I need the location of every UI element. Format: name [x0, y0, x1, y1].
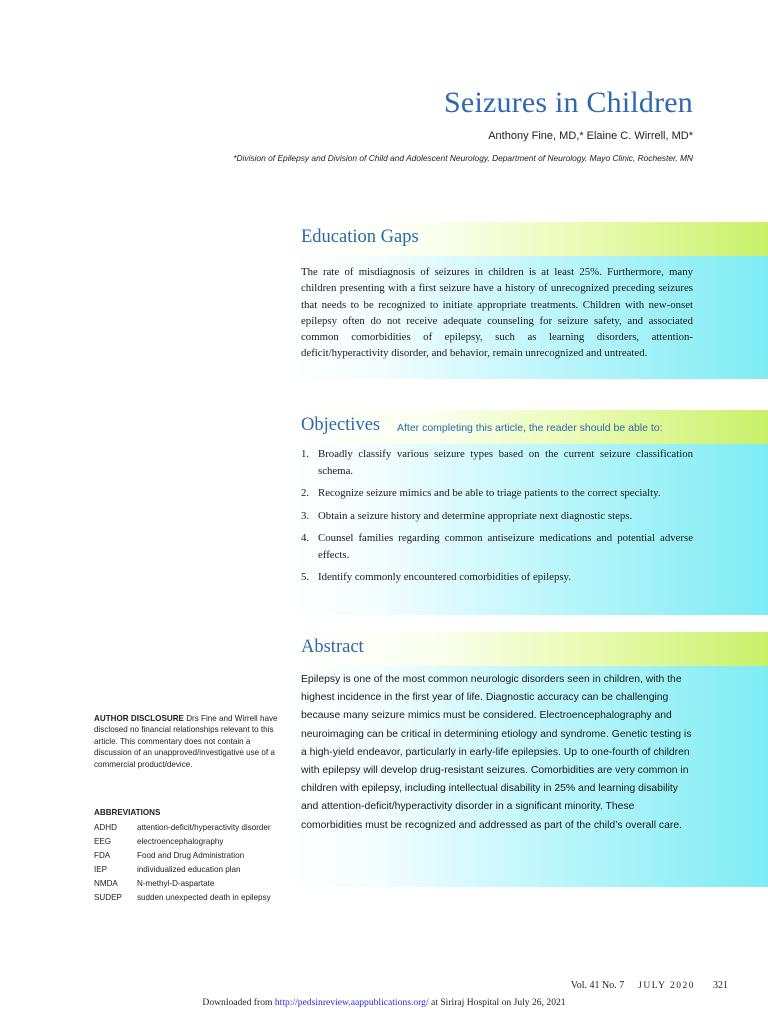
objective-number: 4.	[301, 532, 310, 544]
abstract-header	[287, 632, 768, 666]
abbreviation-row	[94, 835, 294, 849]
abbreviation-definition: Food and Drug Administration	[137, 851, 245, 860]
abstract-body	[287, 666, 768, 887]
abbreviation-row	[94, 863, 294, 877]
abbreviation-definition: individualized education plan	[137, 865, 241, 874]
article-title: Seizures in Children	[444, 86, 693, 119]
abbreviation-term: IEP	[94, 865, 108, 874]
abbreviation-row	[94, 821, 294, 835]
abbreviation-row	[94, 891, 294, 905]
education-gaps-body	[287, 256, 768, 379]
objective-text: Recognize seizure mimics and be able to triage patients to the correct specialty.	[318, 487, 661, 499]
objective-item	[301, 485, 693, 502]
disclosure-text: Drs Fine and Wirrell have disclosed no financial relationships relevant to this article. This commentary does not contain a discussion of an unapproved/investigative use of a commercial product/device.	[94, 714, 278, 769]
objective-number: 3.	[301, 509, 310, 522]
abbreviations-heading: ABBREVIATIONS	[94, 808, 161, 817]
objective-item	[301, 508, 693, 525]
author-disclosure	[94, 713, 290, 770]
volume-issue: Vol. 41 No. 7	[570, 980, 625, 991]
author-list: Anthony Fine, MD,* Elaine C. Wirrell, MD*	[488, 130, 693, 142]
abstract-panel	[287, 632, 768, 887]
objective-text: Identify commonly encountered comorbidities of epilepsy.	[318, 571, 571, 583]
abbreviation-definition: electroencephalography	[137, 837, 224, 846]
abbreviation-term: EEG	[94, 837, 112, 846]
objectives-subheading: After completing this article, the reader should be able to:	[397, 422, 663, 434]
abbreviation-row	[94, 849, 294, 863]
abbreviation-definition: sudden unexpected death in epilepsy	[137, 893, 271, 902]
objectives-header	[287, 410, 768, 444]
objective-number: 2.	[301, 487, 310, 499]
objectives-body	[287, 444, 768, 615]
education-gaps-header	[287, 222, 768, 256]
abbreviation-definition: attention-deficit/hyperactivity disorder	[137, 823, 271, 832]
page-number: 321	[713, 980, 728, 991]
abstract-text: Epilepsy is one of the most common neurologic disorders seen in children, with the highest incidence in the first year of life. Diagnostic accuracy can be challenging because many seizure mimics must be considered. Electroencephalography and neuroimaging can be critical in determining etiology and syndrome. Genetic testing is a high-yield endeavor, particularly in early-life epilepsies. Up to one-fourth of children with epilepsy will develop drug-resistant seizures. Comorbidities are very common in children with epilepsy, including intellectual disability in 25% and learning disability and attention-deficit/hyperactivity disorder in a significant minority. These comorbidities must be recognized and addressed as part of the child’s overall care.	[301, 674, 692, 831]
objective-number: 1.	[301, 448, 310, 460]
objective-item	[301, 530, 693, 563]
author-affiliation: *Division of Epilepsy and Division of Child and Adolescent Neurology, Department of Neurology, Mayo Clinic, Rochester, MN	[233, 153, 693, 163]
objective-text: Broadly classify various seizure types based on the current seizure classification schema.	[318, 448, 693, 477]
objective-item	[301, 569, 693, 586]
objectives-list	[301, 446, 693, 586]
disclosure-label: AUTHOR DISCLOSURE	[94, 714, 184, 723]
abbreviation-term: FDA	[94, 851, 111, 860]
abbreviation-term: ADHD	[94, 823, 117, 832]
abbreviation-term: SUDEP	[94, 893, 122, 902]
objective-item	[301, 446, 693, 479]
objective-number: 5.	[301, 571, 310, 583]
issue-date: JULY 2020	[638, 981, 695, 991]
abstract-heading: Abstract	[301, 637, 364, 657]
objective-text: Obtain a seizure history and determine appropriate next diagnostic steps.	[318, 509, 633, 522]
education-gaps-heading: Education Gaps	[301, 227, 419, 247]
objectives-heading: Objectives	[301, 415, 381, 435]
abbreviation-term: NMDA	[94, 879, 118, 888]
download-notice	[0, 997, 768, 1008]
abbreviation-definition: N-methyl-D-aspartate	[137, 879, 215, 888]
objective-text: Counsel families regarding common antiseizure medications and potential adverse effects.	[318, 532, 693, 561]
download-prefix: Downloaded from	[202, 997, 273, 1008]
education-gaps-text: The rate of misdiagnosis of seizures in children is at least 25%. Furthermore, many children presenting with a first seizure have a history of unrecognized preceding seizures that needs to be recognized to initiate appropriate treatments. Children with new-onset epilepsy often do not receive adequate counseling for seizure safety, and associated common comorbidities of epilepsy, such as learning disorders, attention-deficit/hyperactivity disorder, and behavior, remain unrecognized and untreated.	[301, 266, 693, 360]
download-link[interactable]: http://pedsinreview.aappublications.org/	[274, 997, 429, 1008]
journal-footer	[571, 980, 728, 991]
abbreviation-row	[94, 877, 294, 891]
download-suffix: at Siriraj Hospital on July 26, 2021	[431, 997, 566, 1008]
objectives-panel	[287, 410, 768, 615]
education-gaps-panel	[287, 222, 768, 379]
abbreviations-list	[94, 821, 294, 905]
